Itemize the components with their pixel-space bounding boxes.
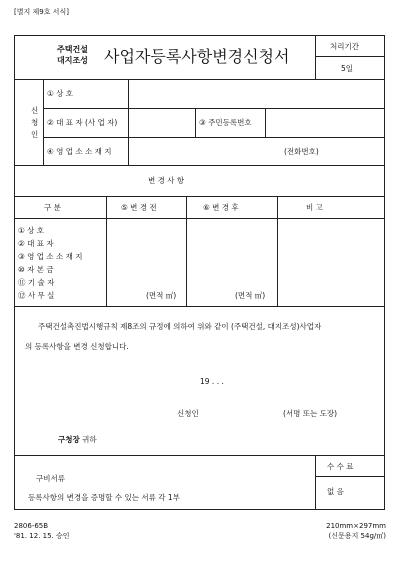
header-divider bbox=[315, 35, 316, 79]
rule bbox=[315, 476, 385, 477]
statement-line2: 의 등록사항을 변경 신청합니다. bbox=[25, 342, 129, 351]
processing-period-value: 5일 bbox=[341, 64, 354, 73]
col-before: ⑤ 변 경 전 bbox=[121, 203, 157, 212]
signature-seal-label: (서명 또는 도장) bbox=[283, 409, 338, 418]
header-type-line1: 주택건설 bbox=[57, 45, 88, 54]
rule bbox=[14, 306, 385, 307]
recipient-suffix: 귀하 bbox=[79, 435, 97, 444]
rule bbox=[14, 455, 385, 456]
applicant-sign-label: 신청인 bbox=[177, 409, 199, 418]
representative-field[interactable] bbox=[129, 109, 194, 136]
resident-number-field[interactable] bbox=[266, 109, 384, 136]
header-divider-h bbox=[315, 56, 385, 57]
col-note: 비 고 bbox=[306, 203, 323, 212]
application-date: 19 . . . bbox=[200, 377, 224, 386]
rule bbox=[195, 108, 196, 137]
note-field[interactable] bbox=[278, 219, 384, 305]
office-address-label: ④ 영 업 소 소 재 지 bbox=[47, 147, 112, 156]
resident-number-label: ③ 주민등록번호 bbox=[199, 118, 252, 127]
col-category: 구 분 bbox=[44, 203, 61, 212]
change-item-6: ⑫ 사 무 실 bbox=[18, 291, 55, 300]
required-docs-title: 구비서류 bbox=[36, 474, 65, 483]
trade-name-field[interactable] bbox=[129, 80, 384, 107]
area-after-label: (면적 ㎡) bbox=[235, 291, 266, 300]
rule bbox=[315, 455, 316, 510]
page-title: 사업자등록사항변경신청서 bbox=[104, 47, 290, 66]
area-before-label: (면적 ㎡) bbox=[146, 291, 177, 300]
recipient bbox=[58, 436, 97, 444]
representative-label: ② 대 표 자 (사 업 자) bbox=[47, 118, 118, 127]
changes-section-title: 변 경 사 항 bbox=[148, 176, 185, 185]
recipient-office: 구청장 bbox=[58, 435, 80, 444]
form-code: 2806-65B bbox=[14, 522, 49, 530]
trade-name-label: ① 상 호 bbox=[47, 89, 73, 98]
applicant-side-label-3: 인 bbox=[31, 130, 39, 139]
change-item-4: ⑩ 자 본 금 bbox=[18, 265, 54, 274]
paper-size: 210mm×297mm bbox=[326, 522, 386, 530]
processing-period-label: 처리기간 bbox=[330, 42, 359, 51]
phone-label: (전화번호) bbox=[284, 147, 319, 156]
required-docs-desc: 등록사항의 변경을 증명할 수 있는 서류 각 1부 bbox=[28, 493, 180, 502]
change-item-2: ② 대 표 자 bbox=[18, 239, 54, 248]
rule bbox=[14, 196, 385, 197]
change-item-3: ③ 영 업 소 소 재 지 bbox=[18, 252, 83, 261]
form-number: [별지 제9호 서식] bbox=[14, 8, 69, 16]
header-type-line2: 대지조성 bbox=[57, 56, 88, 65]
statement-line1: 주택건설촉진법시행규칙 제8조의 규정에 의하여 위와 같이 (주택건설, 대지조성)사업자 bbox=[38, 322, 322, 331]
col-after: ⑥ 변 경 후 bbox=[203, 203, 239, 212]
paper-type: (신문용지 54g/㎡) bbox=[328, 532, 386, 540]
rule bbox=[43, 79, 44, 165]
applicant-side-label-2: 청 bbox=[31, 118, 39, 127]
fee-label: 수 수 료 bbox=[327, 462, 354, 471]
rule bbox=[14, 165, 385, 166]
fee-value: 없 음 bbox=[327, 487, 344, 496]
change-item-5: ⑪ 기 술 자 bbox=[18, 278, 55, 287]
office-address-field[interactable] bbox=[129, 138, 384, 164]
applicant-side-label-1: 신 bbox=[31, 106, 39, 115]
change-item-1: ① 상 호 bbox=[18, 226, 44, 235]
approval-date: '81. 12. 15. 승인 bbox=[14, 532, 70, 540]
